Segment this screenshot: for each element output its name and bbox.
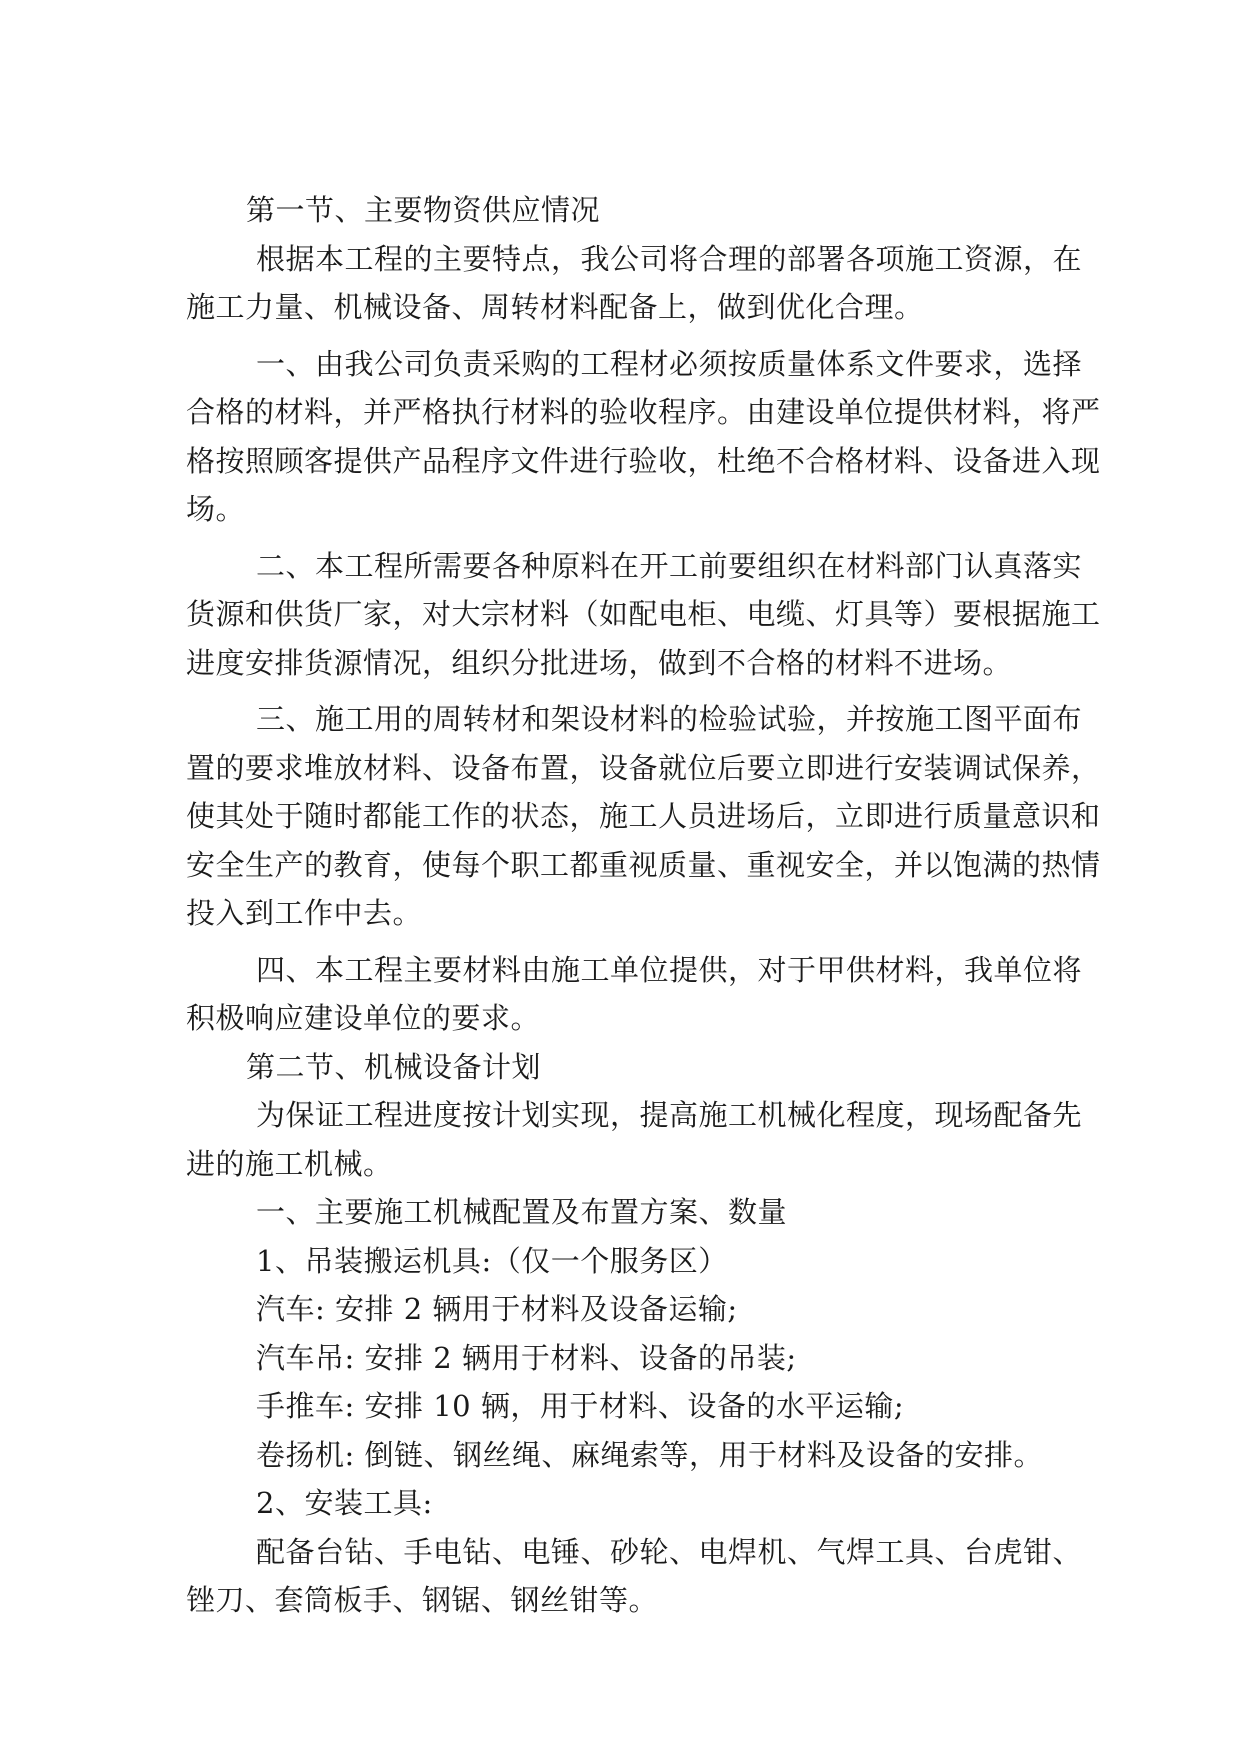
lifting-item: 手推车: 安排 10 辆，用于材料、设备的水平运输; [256, 1389, 905, 1423]
tools-line: 配备台钻、手电钻、电锤、砂轮、电焊机、气焊工具、台虎钳、 [256, 1534, 1083, 1569]
tools-heading: 2、安装工具: [256, 1486, 433, 1520]
item1-line: 格按照顾客提供产品程序文件进行验收，杜绝不合格材料、设备进入现 [186, 443, 1101, 478]
tools-line: 锉刀、套筒板手、钢锯、钢丝钳等。 [186, 1583, 659, 1617]
item2-line: 进度安排货源情况，组织分批进场，做到不合格的材料不进场。 [186, 645, 1013, 680]
item3-line: 三、施工用的周转材和架设材料的检验试验，并按施工图平面布 [256, 702, 1083, 736]
document-body [186, 186, 1101, 1625]
item3-line: 投入到工作中去。 [186, 896, 423, 930]
item3-line: 置的要求堆放材料、设备布置，设备就位后要立即进行安装调试保养， [186, 750, 1101, 785]
lifting-item: 汽车: 安排 2 辆用于材料及设备运输; [256, 1292, 738, 1326]
lifting-item: 汽车吊: 安排 2 辆用于材料、设备的吊装; [256, 1340, 797, 1375]
section1-heading: 第一节、主要物资供应情况 [246, 193, 601, 227]
item2-line: 货源和供货厂家，对大宗材料（如配电柜、电缆、灯具等）要根据施工 [186, 597, 1101, 631]
item1-line: 合格的材料，并严格执行材料的验收程序。由建设单位提供材料，将严 [186, 395, 1101, 429]
section2-intro-line: 为保证工程进度按计划实现，提高施工机械化程度，现场配备先 [256, 1098, 1083, 1132]
item4-line: 积极响应建设单位的要求。 [186, 1001, 541, 1035]
section2-intro-line: 进的施工机械。 [186, 1146, 393, 1181]
lifting-heading: 1、吊装搬运机具:（仅一个服务区） [256, 1243, 728, 1278]
item4-line: 四、本工程主要材料由施工单位提供，对于甲供材料，我单位将 [256, 952, 1083, 987]
machinery-subheading: 一、主要施工机械配置及布置方案、数量 [256, 1195, 788, 1229]
section1-intro-line: 根据本工程的主要特点，我公司将合理的部署各项施工资源，在 [256, 241, 1083, 276]
lifting-item: 卷扬机: 倒链、钢丝绳、麻绳索等，用于材料及设备的安排。 [256, 1437, 1043, 1472]
item3-line: 安全生产的教育，使每个职工都重视质量、重视安全，并以饱满的热情 [186, 847, 1101, 882]
item1-line: 场。 [186, 492, 246, 526]
section1-intro-line: 施工力量、机械设备、周转材料配备上，做到优化合理。 [186, 290, 924, 324]
item3-line: 使其处于随时都能工作的状态，施工人员进场后，立即进行质量意识和 [186, 799, 1101, 833]
item2-line: 二、本工程所需要各种原料在开工前要组织在材料部门认真落实 [256, 548, 1083, 583]
section2-heading: 第二节、机械设备计划 [246, 1049, 542, 1084]
item1-line: 一、由我公司负责采购的工程材必须按质量体系文件要求，选择 [256, 346, 1083, 381]
